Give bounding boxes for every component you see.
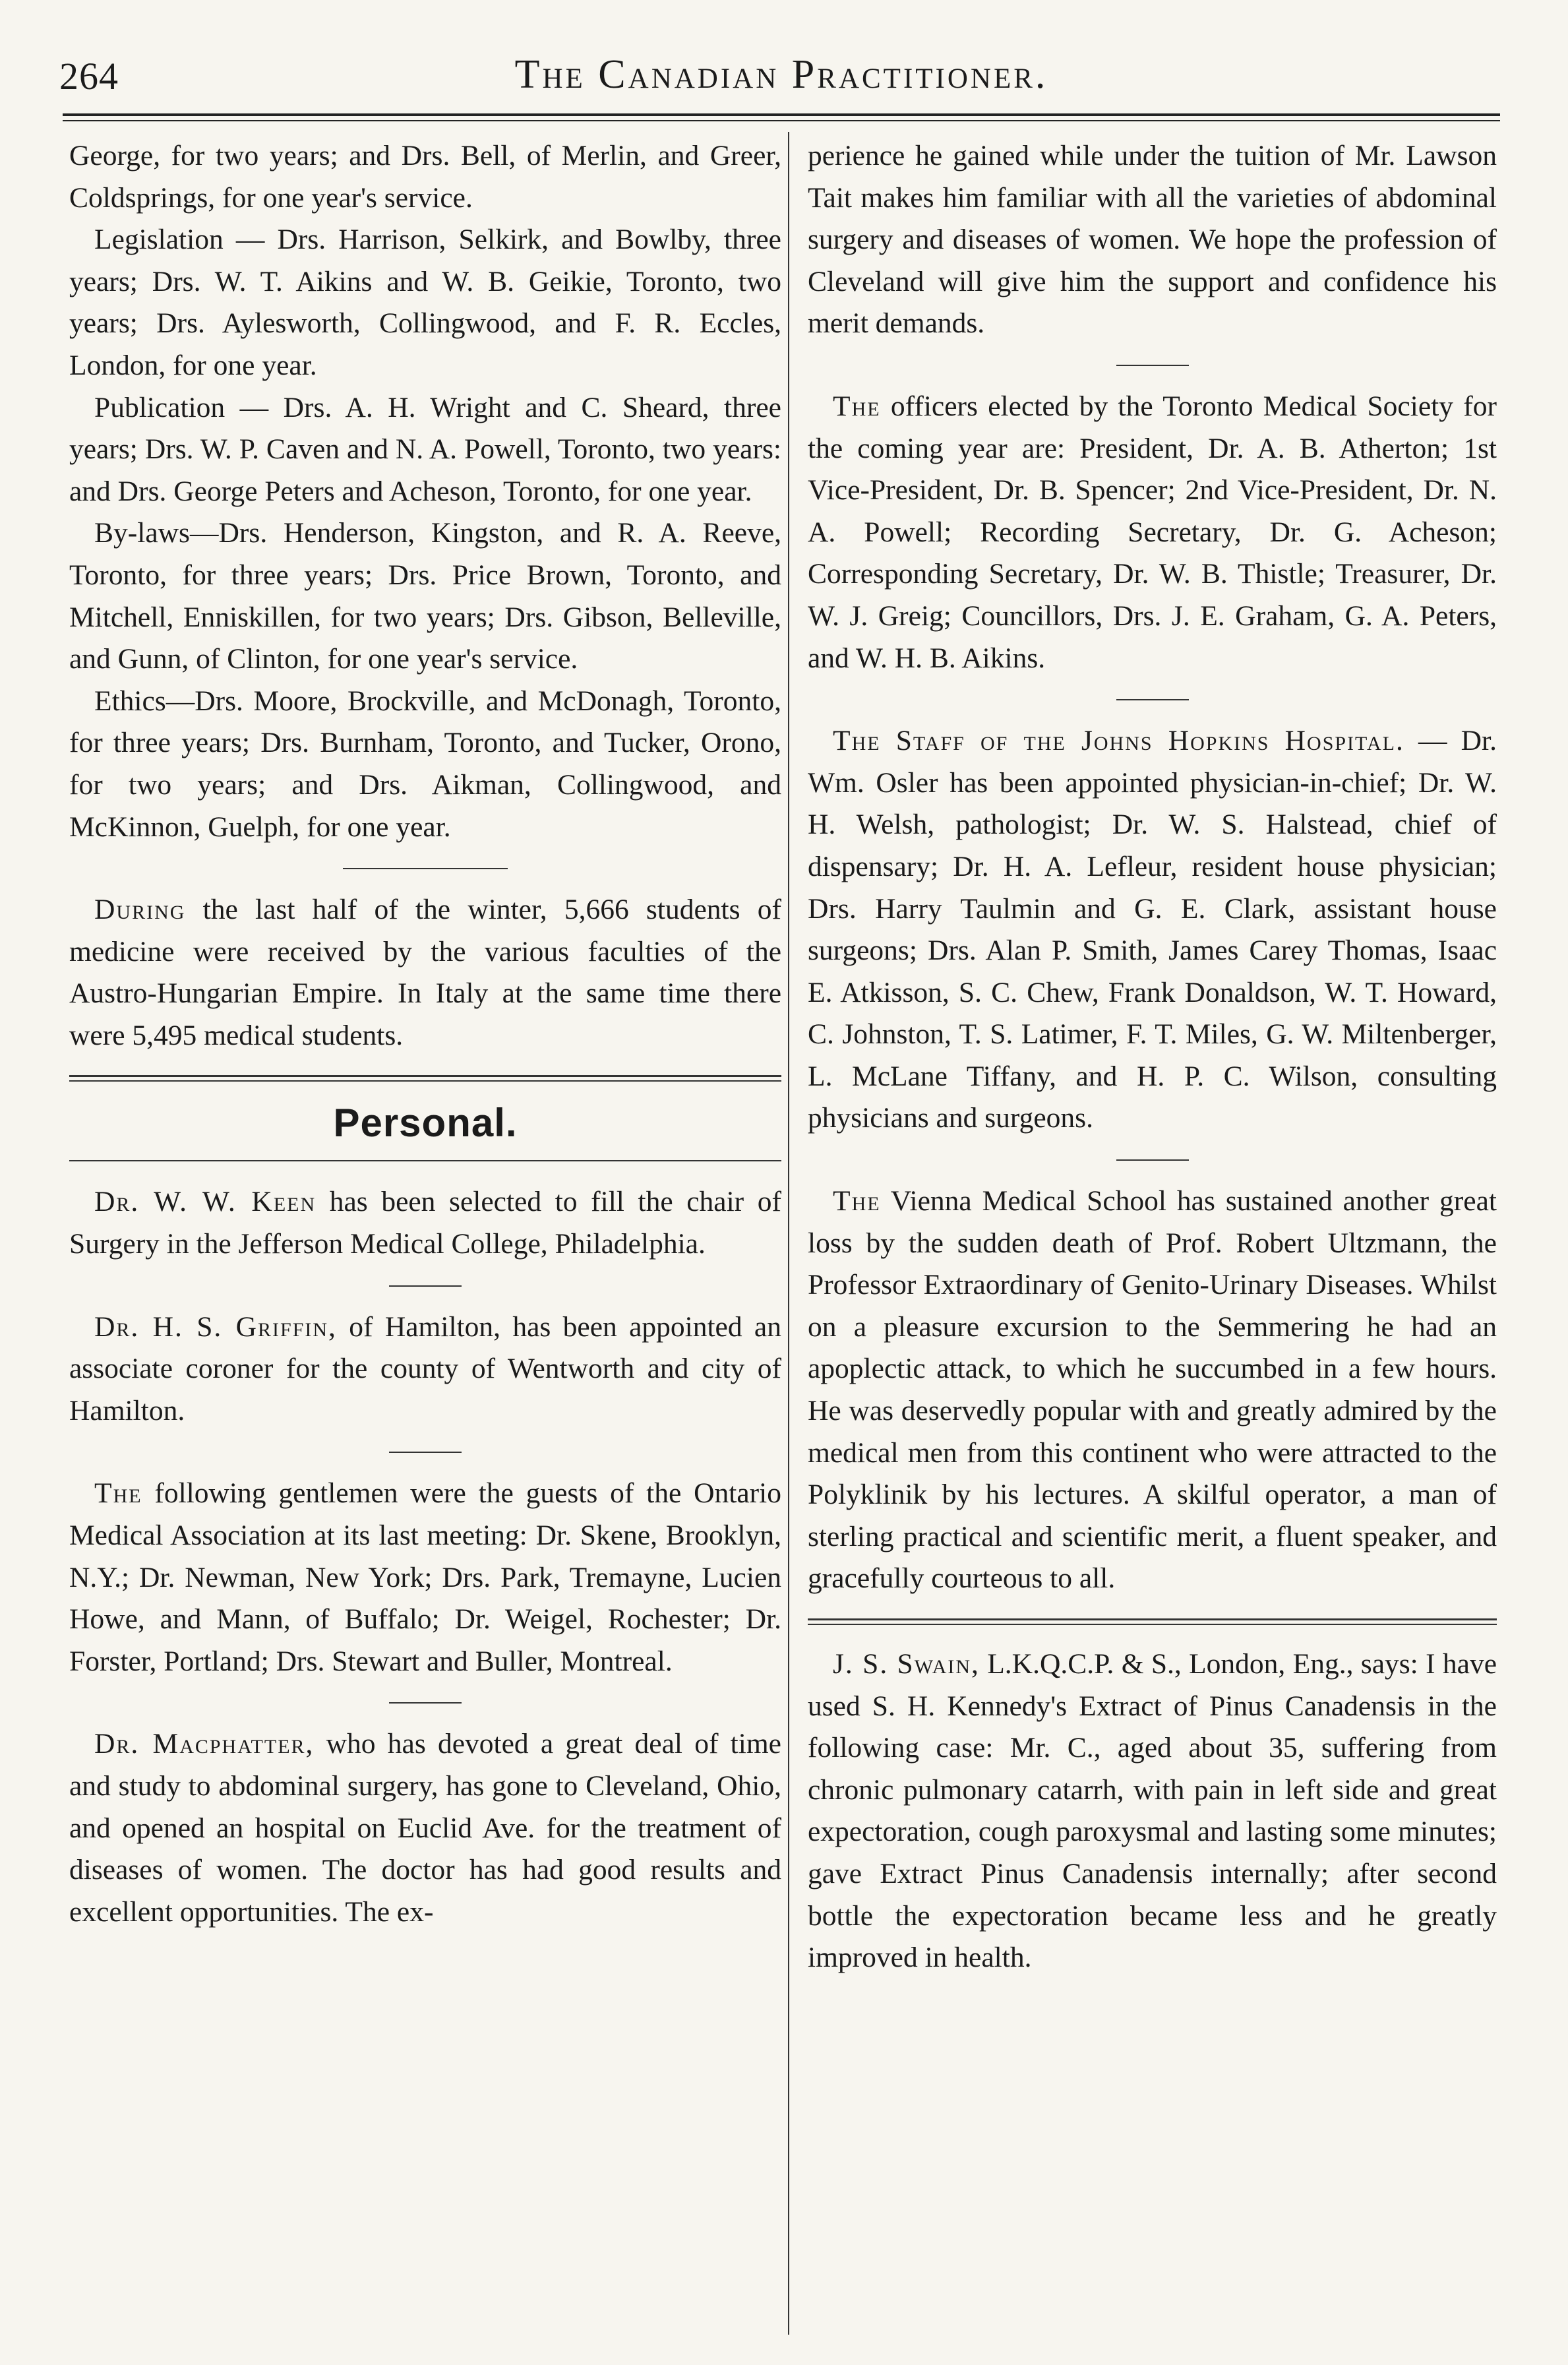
paragraph-lead: During (94, 894, 186, 926)
legislation-committee-paragraph: Legislation — Drs. Harrison, Selkirk, and Bowlby, three years; Drs. W. T. Aikins and W. B. Geikie, Toronto, two years; Drs. Aylesworth, Collingwood, and F. R. Eccles, London, for one year. (69, 224, 781, 381)
griffin-paragraph (69, 1306, 781, 1432)
johns-hopkins-staff-paragraph (808, 720, 1497, 1140)
separator-rule (389, 1285, 462, 1287)
paragraph-text: who has devoted a great deal of time and study to abdominal surgery, has gone to Cleveland, Ohio, and opened an hospital on Euclid Ave. for the treatment of diseases of women. The doctor has had good results and excellent opportunities. The ex- (69, 1728, 781, 1928)
macphatter-paragraph (69, 1723, 781, 1933)
swain-testimonial-paragraph (808, 1643, 1497, 1979)
committee-continuation-paragraph: George, for two years; and Drs. Bell, of Merlin, and Greer, Coldsprings, for one year's service. (69, 140, 781, 214)
paragraph-text: L.K.Q.C.P. & S., London, Eng., says: I have used S. H. Kennedy's Extract of Pinus Canadensis in the following case: Mr. C., aged about 35, suffering from chronic pulmonary catarrh, with pain in left side and great expectoration, cough paroxysmal and lasting some minutes; gave Extract Pinus Canadensis internally; after second bottle the expectoration became less and he greatly improved in health. (808, 1648, 1497, 1974)
separator-rule (1116, 1159, 1189, 1161)
separator-rule (1116, 365, 1189, 366)
paragraph-lead: Dr. H. S. Griffin, (94, 1310, 337, 1343)
left-column (69, 135, 781, 2331)
header-rule (63, 113, 1500, 121)
paragraph-lead: The (94, 1477, 142, 1510)
paragraph-text: following gentlemen were the guests of the Ontario Medical Association at its last meeting: Dr. Skene, Brooklyn, N.Y.; Dr. Newman, New York; Drs. Park, Tremayne, Lucien Howe, and Mann, of Buffalo; Dr. Weigel, Rochester; Dr. Forster, Portland; Drs. Stewart and Buller, Montreal. (69, 1477, 781, 1677)
keen-paragraph (69, 1181, 781, 1265)
paragraph-text: the last half of the winter, 5,666 students of medicine were received by the various faculties of the Austro-Hungarian Empire. In Italy at the same time there were 5,495 medical students. (69, 894, 781, 1051)
guests-paragraph (69, 1473, 781, 1682)
section-double-rule (808, 1618, 1497, 1625)
separator-rule (1116, 699, 1189, 700)
section-heading-personal: Personal. (333, 1101, 518, 1146)
running-title: The Canadian Practitioner. (514, 52, 1048, 97)
paragraph-lead: Dr. Macphatter, (94, 1728, 315, 1760)
ethics-committee-paragraph: Ethics—Drs. Moore, Brockville, and McDonagh, Toronto, for three years; Drs. Burnham, Toronto, and Tucker, Orono, for two years; and Drs. Aikman, Collingwood, and McKinnon, Guelph, for one year. (69, 685, 781, 843)
macphatter-continuation-paragraph: perience he gained while under the tuition of Mr. Lawson Tait makes him familiar with all the varieties of abdominal surgery and diseases of women. We hope the profession of Cleveland will give him the support and confidence his merit demands. (808, 140, 1497, 340)
paragraph-text: of Hamilton, has been appointed an associate coroner for the county of Wentworth and city of Hamilton. (69, 1310, 781, 1427)
paragraph-lead: The (833, 1185, 881, 1217)
paragraph-text: Vienna Medical School has sustained another great loss by the sudden death of Prof. Robert Ultzmann, the Professor Extraordinary of Genito-Urinary Diseases. Whilst on a pleasure excursion to the Semmering he had an apoplectic attack, to which he succumbed in a few hours. He was deservedly popular with and greatly admired by the medical men from this continent who were attracted to the Polyklinik by his lectures. A skilful operator, a man of sterling practical and scientific merit, a fluent speaker, and gracefully courteous to all. (808, 1185, 1497, 1595)
section-heading-rule (69, 1160, 781, 1161)
page-number: 264 (59, 55, 119, 98)
vienna-school-paragraph (808, 1181, 1497, 1600)
bylaws-committee-paragraph: By-laws—Drs. Henderson, Kingston, and R. A. Reeve, Toronto, for three years; Drs. Price Brown, Toronto, and Mitchell, Enniskillen, for two years; Drs. Gibson, Belleville, and Gunn, of Clinton, for one year's service. (69, 517, 781, 675)
paragraph-lead: The (833, 390, 881, 422)
separator-rule (389, 1702, 462, 1704)
publication-committee-paragraph: Publication — Drs. A. H. Wright and C. Sheard, three years; Drs. W. P. Caven and N. A. Powell, Toronto, two years: and Drs. George Peters and Acheson, Toronto, for one year. (69, 391, 781, 507)
separator-rule (343, 868, 508, 869)
paragraph-text: — Dr. Wm. Osler has been appointed physician-in-chief; Dr. W. H. Welsh, pathologist; Dr. W. S. Halstead, chief of dispensary; Dr. H. A. Lefleur, resident house physician; Drs. Harry Taulmin and G. E. Clark, assistant house surgeons; Drs. Alan P. Smith, James Carey Thomas, Isaac E. Atkisson, S. C. Chew, Frank Donaldson, W. T. Howard, C. Johnston, T. S. Latimer, F. T. Miles, G. W. Miltenberger, L. McLane Tiffany, and H. P. C. Wilson, consulting physicians and surgeons. (808, 725, 1497, 1134)
toronto-society-officers-paragraph (808, 386, 1497, 679)
paragraph-lead: J. S. Swain, (833, 1648, 980, 1680)
medical-students-paragraph (69, 889, 781, 1057)
paragraph-text: officers elected by the Toronto Medical Society for the coming year are: President, Dr. A. B. Atherton; 1st Vice-President, Dr. B. Spencer; 2nd Vice-President, Dr. N. A. Powell; Recording Secretary, Dr. G. Acheson; Corresponding Secretary, Dr. W. B. Thistle; Treasurer, Dr. W. J. Greig; Councillors, Drs. J. E. Graham, G. A. Peters, and W. H. B. Aikins. (808, 390, 1497, 674)
paragraph-lead: Dr. W. W. Keen (94, 1186, 317, 1218)
column-divider (788, 132, 789, 2335)
paragraph-text: has been selected to fill the chair of Surgery in the Jefferson Medical College, Philadelphia. (69, 1186, 781, 1260)
paragraph-lead: The Staff of the Johns Hopkins Hospital. (833, 725, 1404, 757)
section-double-rule (69, 1075, 781, 1082)
right-column (808, 135, 1497, 2331)
separator-rule (389, 1452, 462, 1453)
page-header (59, 40, 1503, 112)
